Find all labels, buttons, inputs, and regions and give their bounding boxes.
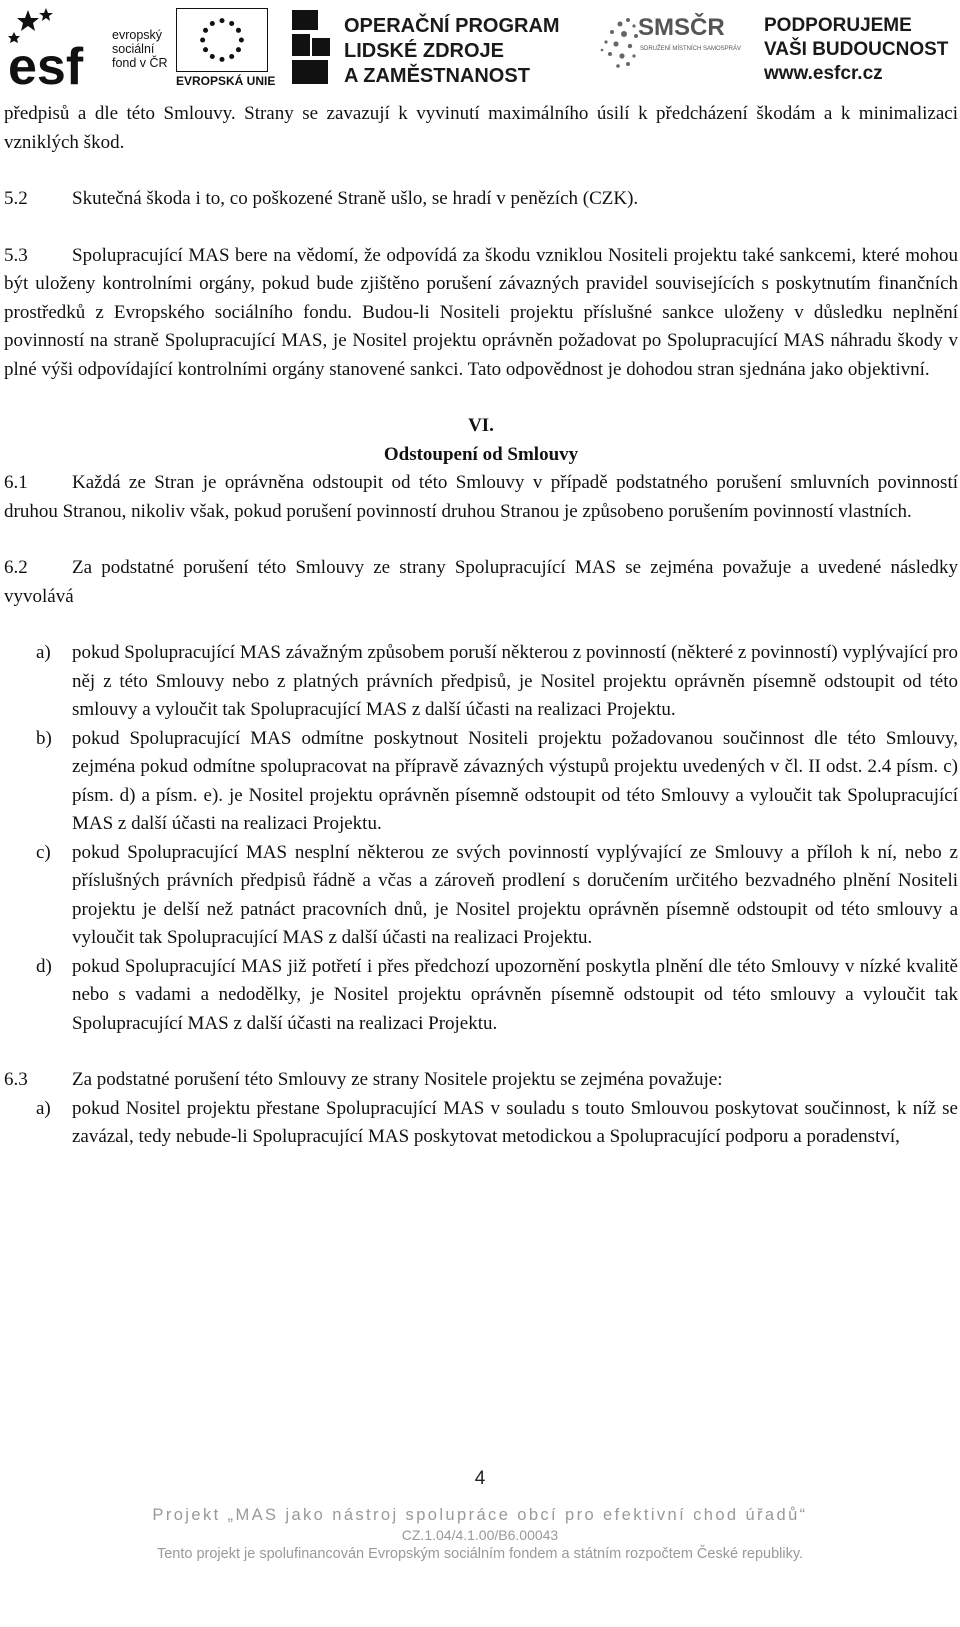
list-item — [4, 953, 958, 1039]
clause-6-1 — [4, 469, 958, 526]
esf-mark-text: esf — [8, 38, 84, 88]
podporujeme-logo — [764, 14, 954, 90]
clause-6-2 — [4, 554, 958, 611]
eu-caption: EVROPSKÁ UNIE — [176, 74, 276, 88]
list-item-text: pokud Spolupracující MAS již potřetí i přes předchozí upozornění poskytla plnění dle této Smlouvy v nízké kvalitě nebo s vadami a nedodělky, je Nositel projektu oprávněn písemně odstoupit od této smlouvy a vyloučit tak Spolupracující MAS z další účasti na realizaci Projektu. — [72, 955, 958, 1034]
project-footer — [0, 1504, 960, 1564]
esf-caption-line: evropský — [112, 28, 163, 42]
clause-text: Za podstatné porušení této Smlouvy ze strany Nositele projektu se zejména považuje: — [72, 1069, 723, 1090]
clause-5-2 — [4, 185, 958, 214]
intro-paragraph: předpisů a dle této Smlouvy. Strany se zavazují k vyvinutí maximálního úsilí k předcházení škodám a k minimalizaci vzniklých škod. — [4, 103, 958, 153]
contract-body — [4, 100, 958, 1152]
podporujeme-text — [764, 14, 954, 86]
footer-funding-note: Tento projekt je spolufinancován Evropským sociálním fondem a státním rozpočtem České republiky. — [156, 1546, 804, 1562]
smscr-subtitle: SDRUŽENÍ MÍSTNÍCH SAMOSPRÁV — [640, 46, 742, 52]
op-logo-icon — [292, 10, 332, 86]
article-title: Odstoupení od Smlouvy — [383, 443, 579, 465]
list-item — [4, 839, 958, 953]
list-item-text: pokud Spolupracující MAS odmítne poskytnout Nositeli projektu požadovanou součinnost dle této Smlouvy, zejména pokud odmítne spolupracovat na přípravě závazných výstupů projektu uvedených v čl. II odst. 2.4 písm. c) písm. d) a písm. e). je Nositel projektu oprávněn písemně odstoupit od této Smlouvy a vyloučit tak Spolupracující MAS z další účasti na realizaci Projektu. — [72, 727, 958, 834]
op-lzz-logo — [292, 10, 572, 90]
smscr-name: SMSČR — [638, 14, 725, 41]
eu-flag-icon — [176, 8, 268, 72]
clause-number: 5.2 — [4, 188, 28, 209]
esf-logo-icon — [8, 6, 108, 88]
list-item-label: d) — [36, 955, 52, 977]
esf-caption — [112, 28, 168, 70]
smscr-logo — [598, 12, 742, 82]
footer-project-name: Projekt „MAS jako nástroj spolupráce obcí pro efektivní chod úřadů“ — [152, 1506, 808, 1524]
page-number: 4 — [474, 1468, 486, 1489]
op-title-line: A ZAMĚSTNANOST — [344, 65, 530, 87]
op-title-line: LIDSKÉ ZDROJE — [344, 40, 505, 62]
list-item-label: c) — [36, 841, 51, 863]
op-lzz-title — [344, 14, 560, 89]
list-item-text: pokud Spolupracující MAS závažným způsobem poruší některou z povinností (některé z povinností) vyplývající pro něj z této Smlouvy nebo z platných právních předpisů, je Nositel projektu oprávněn písemně odstoupit od této smlouvy a vyloučit tak Spolupracující MAS z další účasti na realizaci Projektu. — [72, 642, 958, 720]
eu-logo — [176, 8, 276, 88]
logo-header — [0, 0, 960, 92]
list-item — [4, 725, 958, 839]
list-item-label: a) — [36, 1097, 51, 1119]
clause-text: Každá ze Stran je oprávněna odstoupit od této Smlouvy v případě podstatného porušení smluvních povinností druhou Stranou, nikoliv však, pokud porušení povinností druhou Stranou je způsobeno porušením povinností vlastních. — [4, 472, 958, 522]
clause-number: 6.3 — [4, 1069, 28, 1090]
list-item — [4, 639, 958, 725]
podporujeme-url: www.esfcr.cz — [764, 63, 883, 84]
clause-number: 5.3 — [4, 244, 28, 266]
list-item-label: b) — [36, 727, 52, 749]
clause-6-3 — [4, 1066, 958, 1095]
article-number: VI. — [468, 415, 494, 436]
list-item-text: pokud Spolupracující MAS nesplní některou ze svých povinností vyplývající ze Smlouvy a příloh k ní, nebo z příslušných právních předpisů řádně a včas a zároveň prodlení s doručením určitého bezvadného plnění Nositeli projektu je delší než patnáct pracovních dnů, je Nositel projektu oprávněn písemně odstoupit od této smlouvy a vyloučit tak Spolupracující MAS z další účasti na realizaci Projektu. — [72, 841, 958, 948]
podporujeme-line: VAŠI BUDOUCNOST — [764, 39, 949, 60]
clause-text: Skutečná škoda i to, co poškozené Straně ušlo, se hradí v penězích (CZK). — [72, 188, 639, 209]
list-item-text: pokud Nositel projektu přestane Spolupracující MAS v souladu s touto Smlouvou poskytovat součinnost, k níž se zavázal, tedy nebude-li Spolupracující MAS poskytovat metodickou a Spolupracující podporu a poradenství, — [72, 1097, 958, 1147]
footer-project-code: CZ.1.04/4.1.00/B6.00043 — [401, 1527, 559, 1543]
clause-number: 6.2 — [4, 557, 28, 578]
op-title-line: OPERAČNÍ PROGRAM — [344, 15, 560, 37]
clause-text: Spolupracující MAS bere na vědomí, že odpovídá za škodu vzniklou Nositeli projektu také sankcemi, které mohou být uloženy kontrolními orgány, pokud bude zjištěno porušení závazných pravidel souvisejících s poskytnutím finančních prostředků z Evropského sociálního fondu. Budou-li Nositeli projektu příslušné sankce uloženy v důsledku neplnění povinností na straně Spolupracující MAS, je Nositel projektu oprávněn požadovat po Spolupracující MAS náhradu škody v plné výši odpovídající kontrolními orgány stanovené sankci. Tato odpovědnost je dohodou stran sjednána jako objektivní. — [4, 244, 958, 380]
clause-5-3 — [4, 242, 958, 385]
esf-caption-line: fond v ČR — [112, 56, 168, 70]
esf-logo — [8, 6, 168, 88]
clause-number: 6.1 — [4, 472, 28, 493]
podporujeme-line: PODPORUJEME — [764, 15, 912, 36]
list-item — [4, 1095, 958, 1152]
list-item-label: a) — [36, 642, 51, 663]
clause-text: Za podstatné porušení této Smlouvy ze strany Spolupracující MAS se zejména považuje a uvedené následky vyvolává — [4, 557, 958, 607]
esf-caption-line: sociální — [112, 42, 155, 56]
